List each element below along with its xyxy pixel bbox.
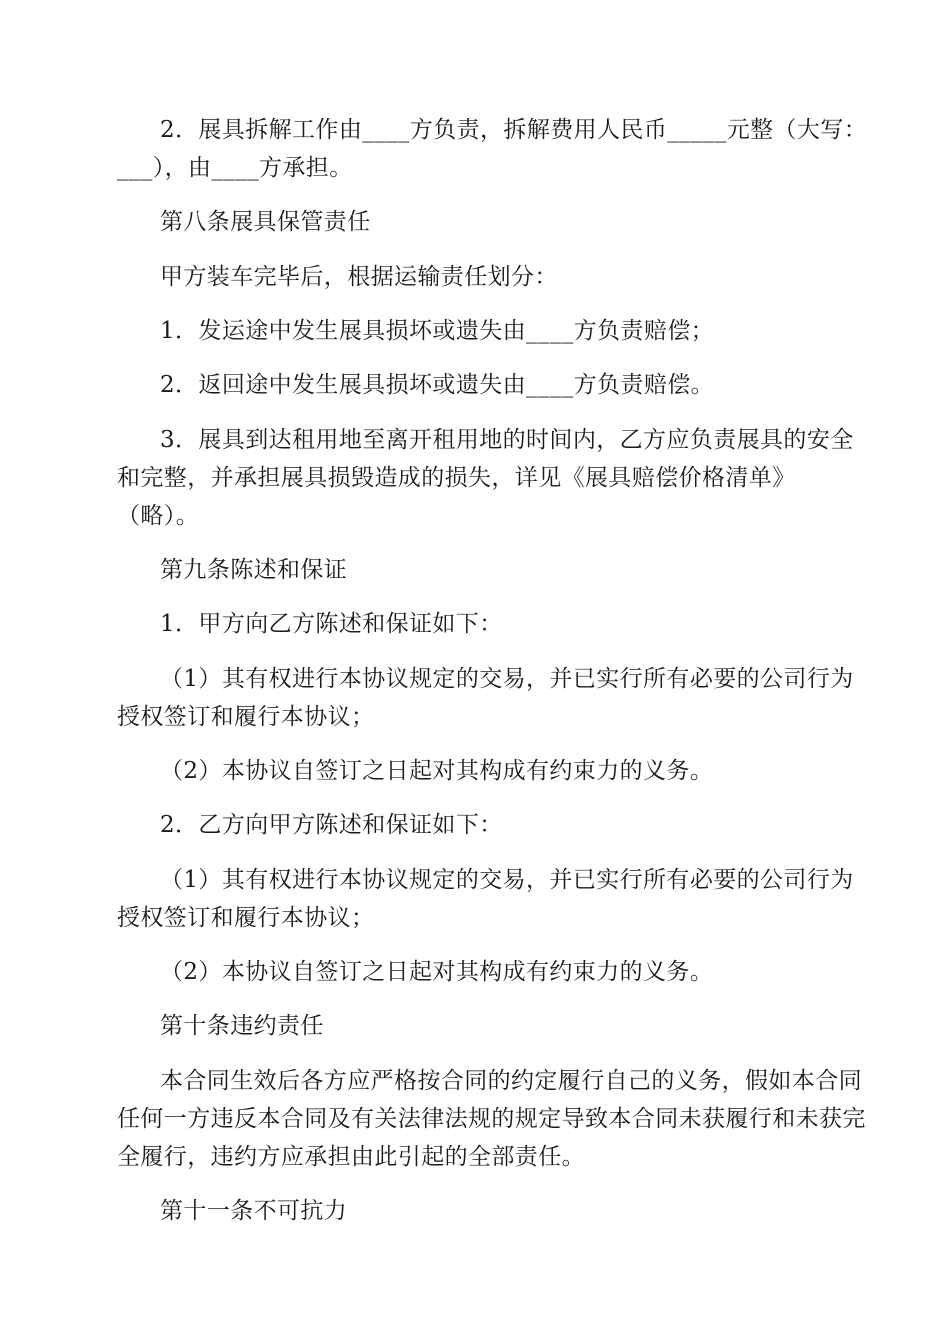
section-heading: 第十一条不可抗力 — [160, 1198, 348, 1224]
text-line: （1）其有权进行本协议规定的交易，并已实行所有必要的公司行为 — [160, 867, 854, 893]
text-line: 3．展具到达租用地至离开租用地的时间内，乙方应负责展具的安全 — [160, 427, 854, 453]
text-line: 和完整，并承担展具损毁造成的损失，详见《展具赔偿价格清单》 — [117, 465, 796, 491]
text-line: 2．展具拆解工作由____方负责，拆解费用人民币_____元整（大写： — [160, 117, 868, 143]
text-line: （2）本协议自签订之日起对其构成有约束力的义务。 — [160, 758, 714, 784]
section-heading: 第十条违约责任 — [160, 1013, 324, 1039]
text-line: （略）。 — [117, 503, 200, 529]
text-line: 全履行，违约方应承担由此引起的全部责任。 — [117, 1144, 585, 1170]
text-line: 任何一方违反本合同及有关法律法规的规定导致本合同未获履行和未获完 — [117, 1106, 866, 1132]
text-line: ___），由____方承担。 — [117, 155, 353, 181]
text-line: 2．乙方向甲方陈述和保证如下： — [160, 812, 503, 838]
text-line: 授权签订和履行本协议； — [117, 704, 375, 730]
text-line: 1．发运途中发生展具损坏或遗失由____方负责赔偿； — [160, 318, 715, 344]
section-heading: 第九条陈述和保证 — [160, 557, 348, 583]
text-line: 甲方装车完毕后，根据运输责任划分： — [160, 264, 558, 290]
text-line: 2．返回途中发生展具损坏或遗失由____方负责赔偿。 — [160, 372, 715, 398]
section-heading: 第八条展具保管责任 — [160, 209, 371, 235]
text-line: （1）其有权进行本协议规定的交易，并已实行所有必要的公司行为 — [160, 666, 854, 692]
text-line: 本合同生效后各方应严格按合同的约定履行自己的义务，假如本合同 — [160, 1068, 862, 1094]
text-line: 授权签订和履行本协议； — [117, 905, 375, 931]
text-line: 1．甲方向乙方陈述和保证如下： — [160, 611, 503, 637]
text-line: （2）本协议自签订之日起对其构成有约束力的义务。 — [160, 959, 714, 985]
